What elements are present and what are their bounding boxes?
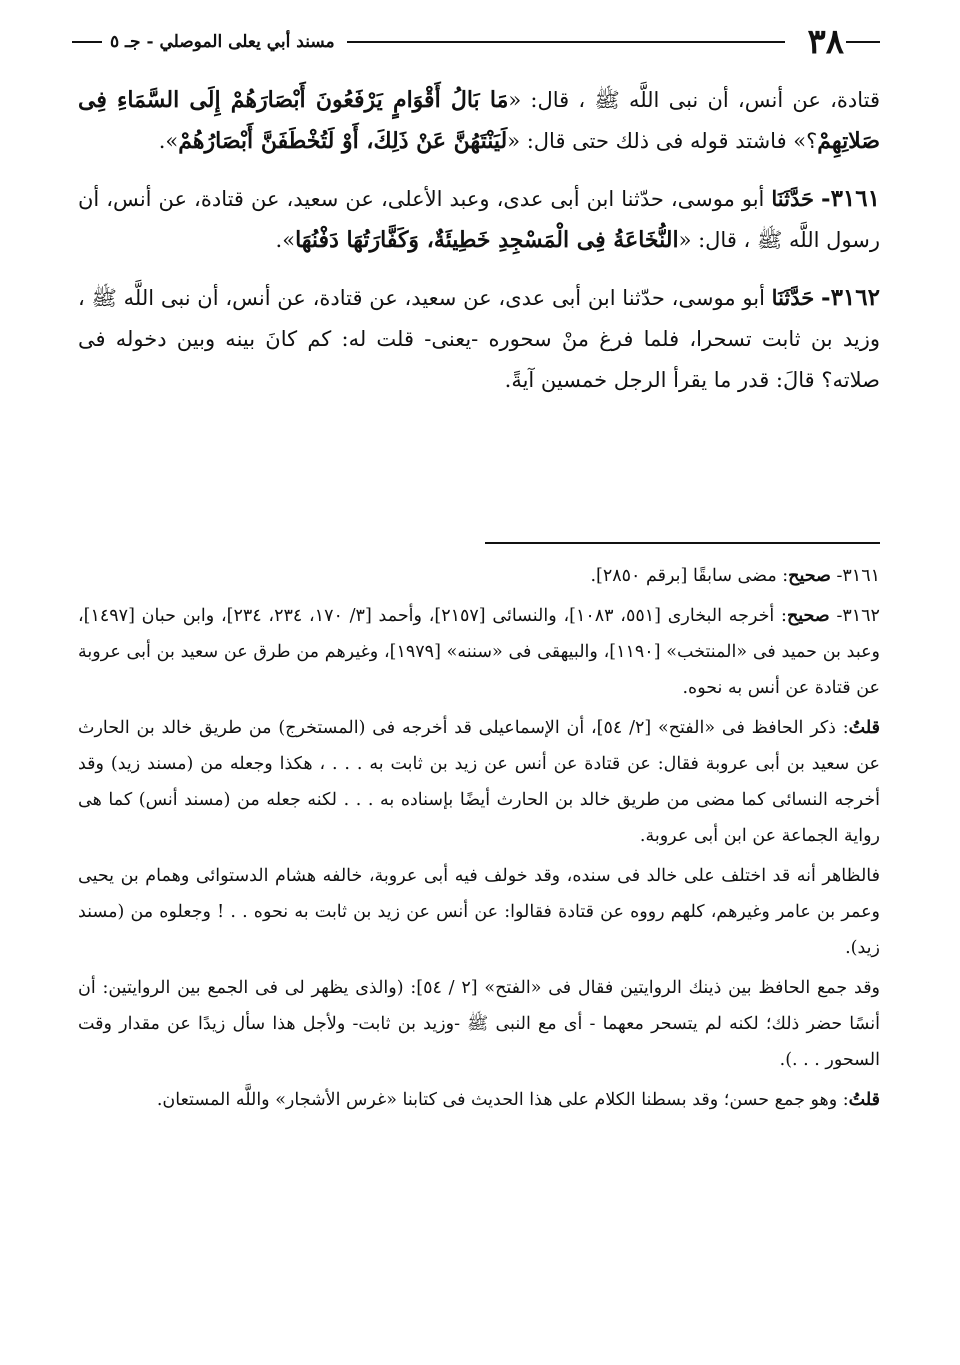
prophetic-quote: مَا بَالُ أَقْوَامٍ يَرْفَعُونَ أَبْصَارَهُمْ إِلَى السَّمَاءِ فِى صَلاتِهِمْ	[78, 87, 880, 154]
commentary-lead: قلتُ	[848, 1090, 880, 1110]
grade-label: صحيح	[788, 566, 831, 586]
footnote-separator	[485, 542, 880, 544]
narration-text: أبو موسى، حدّثنا ابن أبى عدى، وعبد الأعلى، عن سعيد، عن قتادة، عن أنس، أن رسول اللَّه ﷺ ، قال: «	[78, 187, 880, 252]
narration-formula: حَدَّثَنَا	[771, 186, 814, 211]
hadith-3161	[78, 178, 880, 261]
commentary-paragraph	[78, 970, 880, 1078]
narration-text: ».	[275, 228, 296, 252]
commentary-paragraph	[78, 710, 880, 854]
running-title: مسند أبي يعلى الموصلي - جـ ٥	[110, 32, 335, 52]
footnote-3161	[78, 558, 880, 594]
footnote-text: : مضى سابقًا [برقم ٢٨٥٠].	[590, 566, 789, 586]
narration-formula: حَدَّثَنَا	[771, 285, 815, 310]
grade-label: صحيح	[786, 606, 830, 626]
commentary-paragraph	[78, 1082, 880, 1118]
hadith-number: ٣١٦٢-	[821, 284, 880, 311]
commentary-paragraph	[78, 858, 880, 966]
narration-text: قتادة، عن أنس، أن نبى اللَّه ﷺ ، قال: «	[508, 88, 880, 112]
commentary-text: : وهو جمع حسن؛ وقد بسطنا الكلام على هذا الحديث فى كتابنا «غرس الأشجار» واللَّه المستعان.	[156, 1090, 849, 1110]
prophetic-quote: لَيَنْتَهُنَّ عَنْ ذَلِكَ، أَوْ لَتُخْطَفَنَّ أَبْصَارُهُمْ	[178, 128, 508, 154]
hadith-number: ٣١٦١-	[821, 185, 880, 212]
page-header	[72, 22, 880, 62]
hadith-3162	[78, 277, 880, 401]
hadith-continuation	[78, 80, 880, 162]
header-dash	[846, 41, 880, 43]
main-text	[78, 80, 880, 401]
commentary-text: وقد جمع الحافظ بين ذينك الروايتين فقال فى «الفتح» [٢ / ٥٤]: (والذى يظهر لى فى الجمع بين الروايتين: أن أنسًا حضر ذلك؛ لكنه لم يتسحر معهما - أى مع النبى ﷺ -وزيد بن ثابت- ولأجل هذا سأل زيدًا عن مقدار وقت السحور . . .).	[78, 978, 881, 1070]
commentary-text: فالظاهر أنه قد اختلف على خالد فى سنده، وقد خولف فيه أبى عروبة، خالفه هشام الدستوائى وهمام بن يحيى وعمر بن عامر وغيرهم، كلهم رووه عن قتادة فقالوا: عن أنس عن زيد بن ثابت به نحوه . . ! وجعلوه من (مسند زيد).	[78, 866, 880, 958]
narration-text: ».	[158, 129, 179, 153]
footnote-number: ٣١٦٢-	[836, 606, 880, 626]
prophetic-quote: النُّخَاعَةُ فِى الْمَسْجِدِ خَطِيئَةٌ، وَكَفَّارَتُهَا دَفْنُهَا	[295, 227, 679, 253]
commentary-lead: قلتُ	[848, 718, 881, 738]
page-number: ٣٨	[807, 22, 844, 62]
footnote-text: : أخرجه البخارى [٥٥١، ١٠٨٣]، والنسائى [٢١٥٧]، وأحمد [٣/ ١٧٠، ٢٣٤، ٢٣٤]، وابن حبان [١٤٩٧]، وعبد بن حميد فى «المنتخب» [١١٩٠]، والبيهقى فى «سننه» [١٩٧٩]، وغيرهم من طرق عن سعيد بن أبى عروبة عن قتادة عن أنس به نحوه.	[78, 606, 881, 698]
footnotes	[78, 558, 880, 1118]
commentary-text: : ذكر الحافظ فى «الفتح» [٢/ ٥٤]، أن الإسماعيلى قد أخرجه فى (المستخرج) من طريق خالد بن الحارث عن سعيد بن أبى عروبة فقال: عن قتادة عن أنس عن زيد بن ثابت به . . . ، هكذا وجعله من (مسند زيد) وقد أخرجه النسائى كما مضى من طريق خالد بن الحارث أيضًا بإسناده به . . . لكنه جعله من (مسند أنس) كما هى رواية الجماعة عن ابن أبى عروبة.	[78, 718, 880, 846]
header-dash	[72, 41, 102, 43]
narration-text: أبو موسى، حدّثنا ابن أبى عدى، عن سعيد، عن قتادة، عن أنس، أن نبى اللَّه ﷺ ، وزيد بن ثابت تسحرا، فلما فرغ منْ سحوره -يعنى- قلت له: كم كانَ بينه وبين دخوله فى صلاته؟ قالَ: قدر ما يقرأ الرجل خمسين آيةً.	[78, 286, 880, 392]
narration-text: ؟» فاشتد قوله فى ذلك حتى قال: «	[507, 129, 818, 153]
footnote-3162	[78, 598, 880, 706]
footnote-number: ٣١٦١-	[836, 566, 880, 586]
header-rule	[347, 41, 786, 43]
